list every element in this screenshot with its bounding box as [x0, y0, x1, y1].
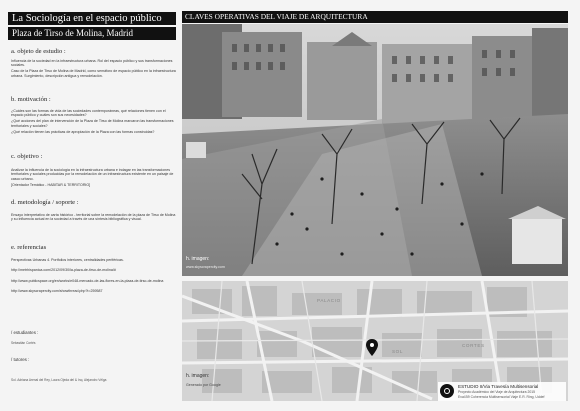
map-label: h. imagen: — [186, 373, 210, 379]
poster-title: La Sociología en el espacio público — [8, 12, 176, 25]
map-street-cortes: CORTES — [462, 343, 485, 348]
studio-logo-icon — [440, 384, 454, 398]
referencia-link[interactable]: http://www.publicspace.org/en/works/e048-mercado-de-las-flores-en-la-plaza-de-tirso-de-molina — [11, 278, 164, 283]
credit-line: Proyecto Académico del Viaje de Arquitectura 2015 — [458, 390, 536, 394]
objetivo-line: [Orientador Temático - HABITAR & TERRITORIO] — [11, 182, 91, 187]
section-referencias-body — [11, 258, 176, 295]
section-motivacion-heading: b. motivación : — [11, 96, 51, 103]
section-metodologia-body — [11, 213, 176, 223]
section-title: CLAVES OPERATIVAS DEL VIAJE DE ARQUITECTURA — [182, 11, 568, 23]
motivacion-line: ¿Qué acciones del plan de intervención de la Plaza de Tirso de Molina marcaron las transformaciones territoriales y sociales? — [11, 119, 174, 128]
motivacion-line: ¿Qué relación tienen las prácticas de apropiación de la Plaza con las formas construidas? — [11, 129, 155, 134]
section-motivacion-body — [11, 109, 176, 136]
credit-line: Eval.B9 Coherencia Multisensorial Viaje E.R. Ring, Uddef — [458, 394, 545, 399]
students-label: / estudiantes : — [11, 330, 39, 335]
map-caption: Generado por Google — [186, 383, 221, 387]
section-metodologia-heading: d. metodología / soporte : — [11, 199, 79, 206]
referencia-link[interactable]: http://www.skyscrapercity.com/showthread.php?t=259587 — [11, 289, 103, 294]
motivacion-line: ¿Cuáles son las formas de vida de las sociedades contemporáneas, qué relaciones tienen con el espacio público y cuáles son sus necesidades? — [11, 109, 166, 118]
photo-label: h. imagen: — [186, 256, 210, 262]
objeto-line: Caso de la Plaza de Tirso de Molina de Madrid, como semáforo de espacio público en la infraestructura urbana. Surgimiento, descripción antigua y remodelación. — [11, 69, 176, 78]
poster-subtitle: Plaza de Tirso de Molina, Madrid — [8, 27, 176, 40]
plaza-photo — [182, 24, 568, 276]
map-street-palacio: PALACIO — [317, 298, 341, 303]
section-objetivo-heading: c. objetivo : — [11, 153, 43, 160]
credits-block — [438, 382, 566, 401]
photo-caption: www.skyscrapercity.com — [186, 265, 225, 269]
section-objetivo-body — [11, 168, 176, 189]
section-referencias-heading: e. referencias — [11, 244, 47, 251]
credit-main: ESTUDIO II/Via Travesía Multisensorial — [458, 384, 539, 389]
section-objeto-body — [11, 59, 176, 80]
plaza-photo-graphic — [182, 24, 568, 276]
tutors-label: / tutores : — [11, 357, 30, 362]
referencia-link[interactable]: http://metrhispanica.com/2012/09/30/la-plaza-de-tirso-de-molina/# — [11, 268, 116, 273]
metodologia-line: Ensayo interpretativo de carta histórico - territorial sobre la remodelación de la plaza de Tirso de Molina y su influencia actual en la sociedad a través de una síntesis bibliográfica y visual. — [11, 213, 176, 222]
objetivo-line: Analizar la influencia de la sociología en la infraestructura urbana e indagar en las transformaciones territoriales y sociales producidas por la remodelación de un infraestructura existente en un paisaje de casco urbano. — [11, 168, 174, 181]
objeto-line: Influencia de la sociedad en la infraestructura urbana. Rol del espacio público y sus transformaciones sociales. — [11, 59, 173, 68]
tutors-names: Sol. Adriana Arenal del Rey, Laura Ojeda del & Inq. Alejandro Vélga — [11, 378, 107, 382]
students-names: Sebastián Cortés — [11, 341, 36, 345]
referencia-item: Perspectivas Urbanas 4. Portfolios interiores, centralidades periféricas. — [11, 258, 124, 262]
section-objeto-heading: a. objeto de estudio : — [11, 48, 66, 55]
map-street-sol: SOL — [392, 349, 403, 354]
